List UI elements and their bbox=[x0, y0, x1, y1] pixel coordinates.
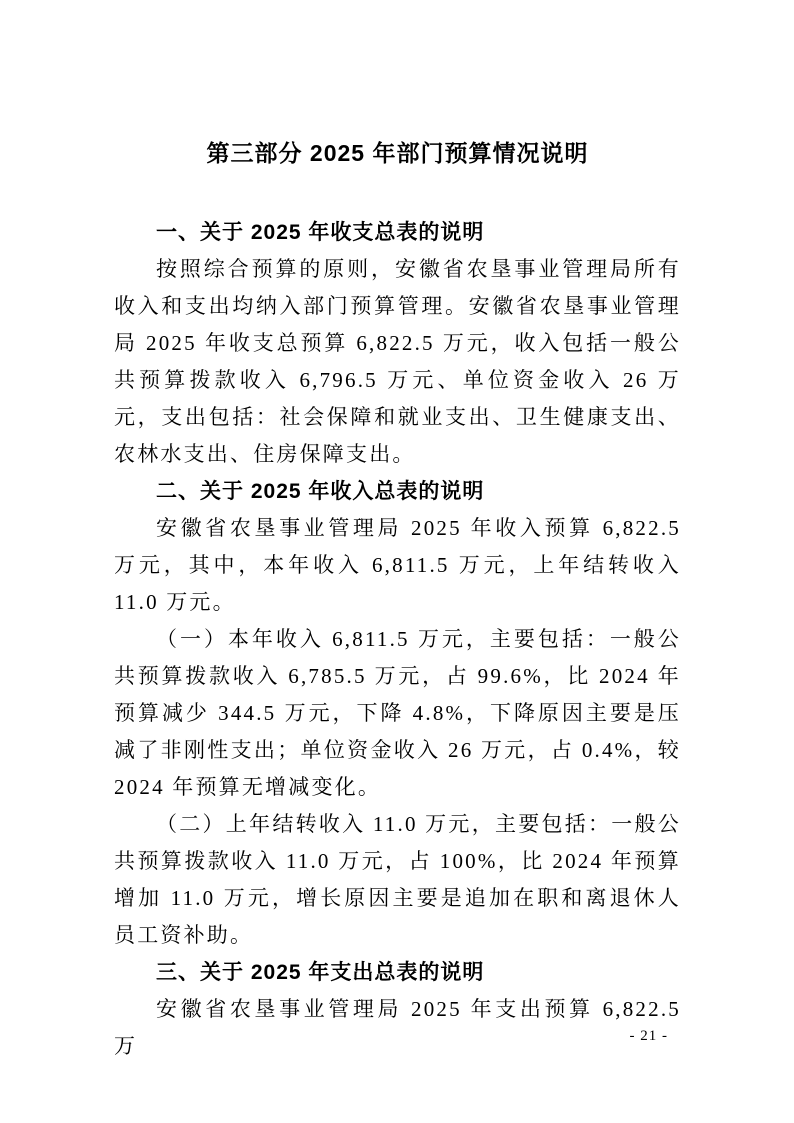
section-3-paragraph-1: 安徽省农垦事业管理局 2025 年支出预算 6,822.5 万 bbox=[114, 997, 681, 1058]
section-1-heading: 一、关于 2025 年收支总表的说明 bbox=[156, 221, 485, 244]
document-content bbox=[114, 138, 681, 1065]
section-1-paragraph-1: 按照综合预算的原则，安徽省农垦事业管理局所有收入和支出均纳入部门预算管理。安徽省农垦事业管理局 2025 年收支总预算 6,822.5 万元，收入包括一般公共预算拨款收入 6,796.5 万元、单位资金收入 26 万元，支出包括：社会保障和就业支出、卫生健康支出、农林水支出、住房保障支出。 bbox=[114, 257, 681, 466]
section-2-paragraph-2: （一）本年收入 6,811.5 万元，主要包括：一般公共预算拨款收入 6,785.5 万元，占 99.6%，比 2024 年预算减少 344.5 万元，下降 4.8%，下降原因主要是压减了非刚性支出；单位资金收入 26 万元，占 0.4%，较 2024 年预算无增减变化。 bbox=[114, 627, 681, 799]
section-3-heading: 三、关于 2025 年支出总表的说明 bbox=[156, 961, 485, 984]
document-title: 第三部分 2025 年部门预算情况说明 bbox=[206, 140, 589, 166]
section-2-paragraph-1: 安徽省农垦事业管理局 2025 年收入预算 6,822.5 万元，其中，本年收入 6,811.5 万元，上年结转收入 11.0 万元。 bbox=[114, 516, 681, 614]
page-number: - 21 - bbox=[629, 1028, 668, 1044]
section-2-paragraph-3: （二）上年结转收入 11.0 万元，主要包括：一般公共预算拨款收入 11.0 万元，占 100%，比 2024 年预算增加 11.0 万元，增长原因主要是追加在职和离退休人员工资补助。 bbox=[114, 812, 681, 947]
section-2-heading: 二、关于 2025 年收入总表的说明 bbox=[156, 480, 485, 503]
